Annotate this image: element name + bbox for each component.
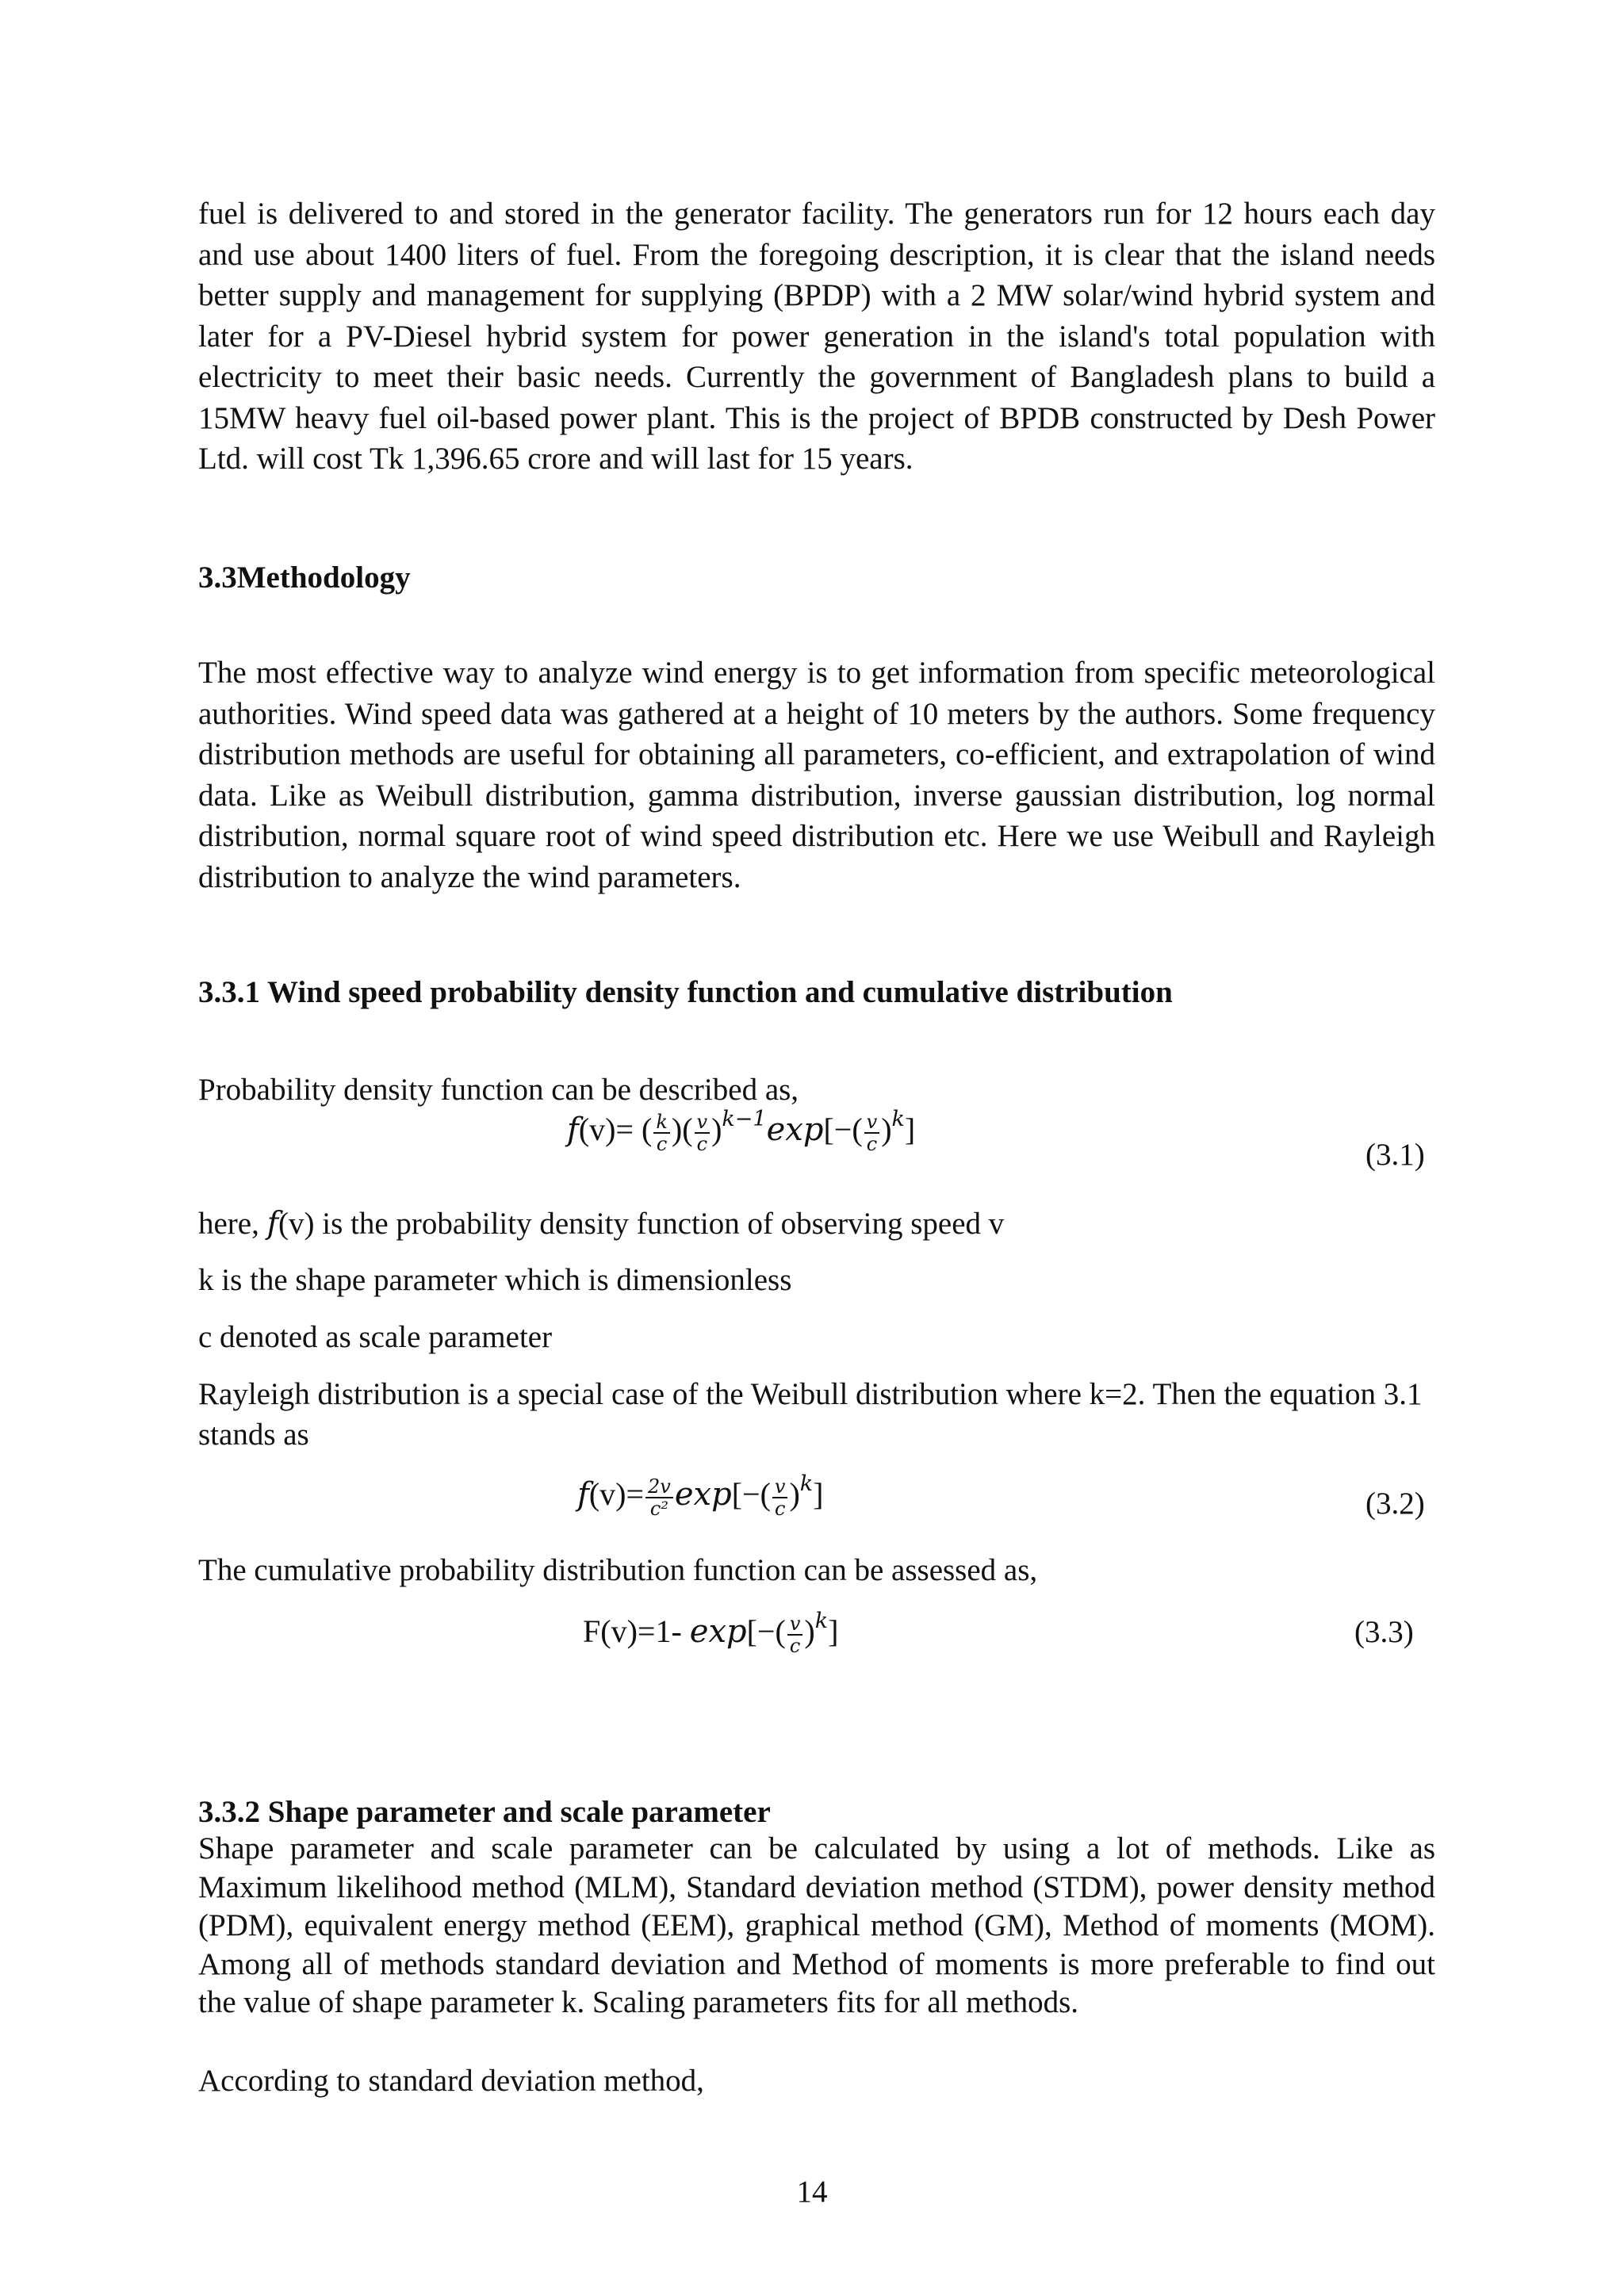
pdf-intro-text: Probability density function can be described as,: [198, 1073, 799, 1107]
equation-number-3-1: (3.1): [1365, 1138, 1425, 1172]
shape-scale-paragraph: Shape parameter and scale parameter can be calculated by using a lot of methods. Like as Maximum likelihood method (MLM), Standard deviation method (STDM), power density method (PDM), equivalent energy method (EEM), graphical method (GM), Method of moments (MOM). Among all of methods standard deviation and Method of moments is more preferable to find out the value of shape parameter k. Scaling parameters fits for all methods.: [198, 1831, 1435, 2019]
equation-3-2: f(v)= $\frac{2v}{\text{c²}}$ exp[−( $\frac{v}{c}$ )$^k$]: [577, 1471, 824, 1520]
rayleigh-text: Rayleigh distribution is a special case of the Weibull distribution where k=2. Then the equation 3.1 stands as: [198, 1377, 1423, 1452]
definition-k: k is the shape parameter which is dimensionless: [198, 1263, 792, 1297]
section-heading-3-3: 3.3Methodology: [198, 561, 411, 595]
page-number: 14: [796, 2175, 828, 2209]
equation-3-1: f(v)= ( $\frac{k}{c}$ )( $\frac{v}{c}$ )$^{k-1}$exp[−( $\frac{v}{c}$ )$^k$]: [567, 1107, 916, 1155]
section-heading-3-3-1: 3.3.1 Wind speed probability density function and cumulative distribution: [198, 975, 1173, 1009]
equation-number-3-2: (3.2): [1365, 1487, 1425, 1521]
cdf-intro-text: The cumulative probability distribution function can be assessed as,: [198, 1553, 1038, 1587]
definition-f-prefix: here,: [198, 1207, 267, 1241]
std-method-text: According to standard deviation method,: [198, 2064, 704, 2098]
equation-number-3-3: (3.3): [1354, 1615, 1414, 1649]
definition-f: here, f(v) is the probability density function of observing speed v: [198, 1206, 1005, 1242]
equation-3-3: F(v)=1- exp[−( $\frac{v}{c}$ )$^k$]: [583, 1609, 839, 1657]
intro-paragraph: fuel is delivered to and stored in the generator facility. The generators run for 12 hours each day and use about 1400 liters of fuel. From the foregoing description, it is clear that the island needs better supply and management for supplying (BPDP) with a 2 MW solar/wind hybrid system and later for a PV-Diesel hybrid system for power generation in the island's total population with electricity to meet their basic needs. Currently the government of Bangladesh plans to build a 15MW heavy fuel oil-based power plant. This is the project of BPDB constructed by Desh Power Ltd. will cost Tk 1,396.65 crore and will last for 15 years.: [198, 197, 1435, 476]
section-heading-3-3-2: 3.3.2 Shape parameter and scale parameter: [198, 1795, 771, 1829]
methodology-paragraph: The most effective way to analyze wind energy is to get information from specific meteorological authorities. Wind speed data was gathered at a height of 10 meters by the authors. Some frequency distribution methods are useful for obtaining all parameters, co-efficient, and extrapolation of wind data. Like as Weibull distribution, gamma distribution, inverse gaussian distribution, log normal distribution, normal square root of wind speed distribution etc. Here we use Weibull and Rayleigh distribution to analyze the wind parameters.: [198, 656, 1435, 894]
definition-f-text: (v) is the probability density function of observing speed v: [278, 1207, 1005, 1241]
definition-c: c denoted as scale parameter: [198, 1320, 553, 1354]
